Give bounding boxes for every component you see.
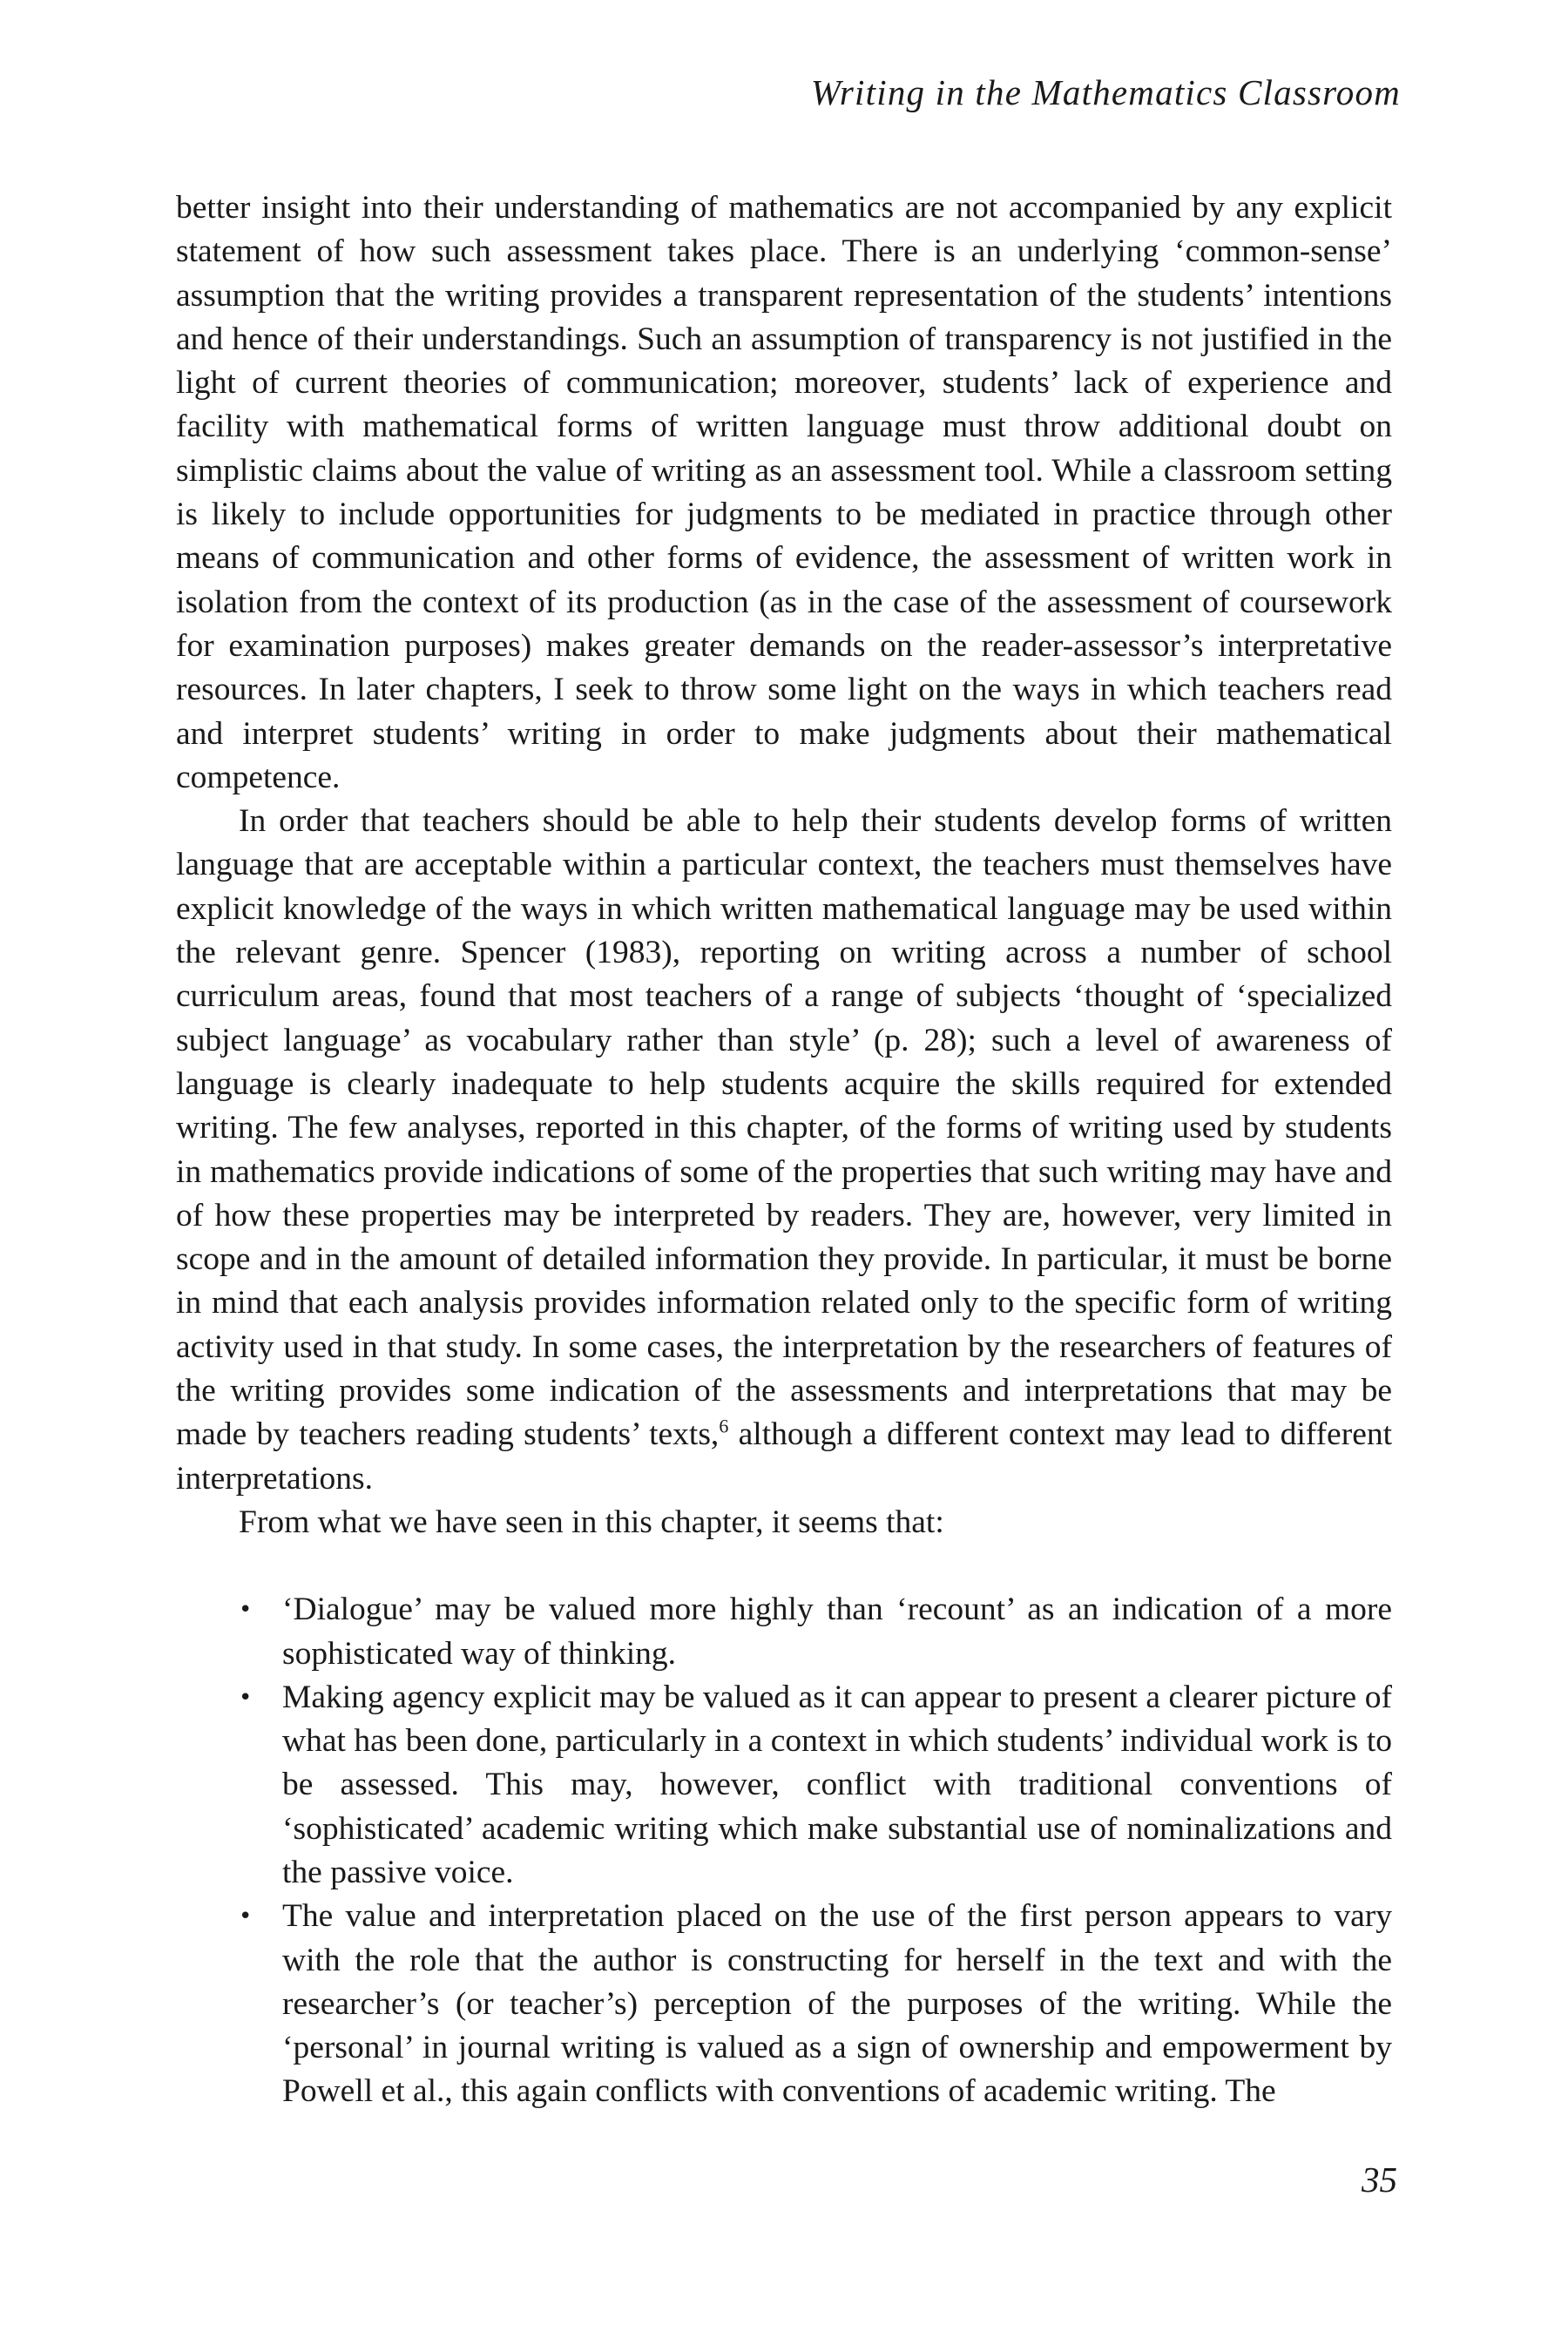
body-text (176, 186, 1392, 2114)
list-item (176, 1676, 1392, 1895)
list-item-text: The value and interpretation placed on the use of the first person appears to vary with the role that the author is constructing for herself in the text and with the researcher’s (or teacher’s) perception of the purposes of the writing. While the ‘personal’ in journal writing is valued as a sign of ownership and empowerment by Powell et al., this again conflicts with conventions of academic writing. The (282, 1898, 1392, 2110)
paragraph-continued: better insight into their understanding of mathematics are not accompanied by any explicit statement of how such assessment takes place. There is an underlying ‘common-sense’ assumption that the writing provides a transparent representation of the students’ intentions and hence of their understandings. Such an assumption of transparency is not justified in the light of current theories of communication; moreover, students’ lack of experience and facility with mathematical forms of written language must throw additional doubt on simplistic claims about the value of writing as an assessment tool. While a classroom setting is likely to include opportunities for judgments to be mediated in practice through other means of communication and other forms of evidence, the assessment of written work in isolation from the context of its production (as in the case of the assessment of coursework for examination purposes) makes greater demands on the reader-assessor’s interpretative resources. In later chapters, I seek to throw some light on the ways in which teachers read and interpret students’ writing in order to make judgments about their mathematical competence. (176, 190, 1392, 795)
paragraph-teachers-knowledge (176, 800, 1392, 1501)
bullet-icon: • (239, 1597, 253, 1624)
paragraph-text-tail: although a different context may lead to different interpretations. (176, 1416, 1393, 1497)
findings-list (176, 1588, 1392, 2114)
paragraph-text: In order that teachers should be able to help their students develop forms of written language that are acceptable within a particular context, the teachers must themselves have explicit knowledge of the ways in which written mathematical language may be used within the relevant genre. Spencer (1983), reporting on writing across a number of school curriculum areas, found that most teachers of a range of subjects ‘thought of ‘specialized subject language’ as vocabulary rather than style’ (p. 28); such a level of awareness of language is clearly inadequate to help students acquire the skills required for extended writing. The few analyses, reported in this chapter, of the forms of writing used by students in mathematics provide indications of some of the properties that such writing may have and of how these properties may be interpreted by readers. They are, however, very limited in scope and in the amount of detailed information they provide. In particular, it must be borne in mind that each analysis provides information related only to the specific form of writing activity used in that study. In some cases, the interpretation by the researchers of features of the writing provides some indication of the assessments and interpretations that may be made by teachers reading students’ texts, (176, 803, 1392, 1453)
list-item (176, 1588, 1392, 1676)
list-item-text: ‘Dialogue’ may be valued more highly than ‘recount’ as an indication of a more sophisticated way of thinking. (282, 1592, 1392, 1672)
paragraph-list-intro: From what we have seen in this chapter, it seems that: (239, 1504, 944, 1540)
list-item-text: Making agency explicit may be valued as it can appear to present a clearer picture of what has been done, particularly in a context in which students’ individual work is to be assessed. This may, however, conflict with traditional conventions of ‘sophisticated’ academic writing which make substantial use of nominalizations and the passive voice. (282, 1679, 1392, 1890)
page-number: 35 (1362, 2159, 1397, 2200)
bullet-icon: • (239, 1684, 253, 1711)
footnote-marker[interactable]: 6 (719, 1415, 729, 1437)
bullet-icon: • (239, 1903, 253, 1930)
list-item (176, 1895, 1392, 2113)
running-head: Writing in the Mathematics Classroom (810, 72, 1401, 112)
